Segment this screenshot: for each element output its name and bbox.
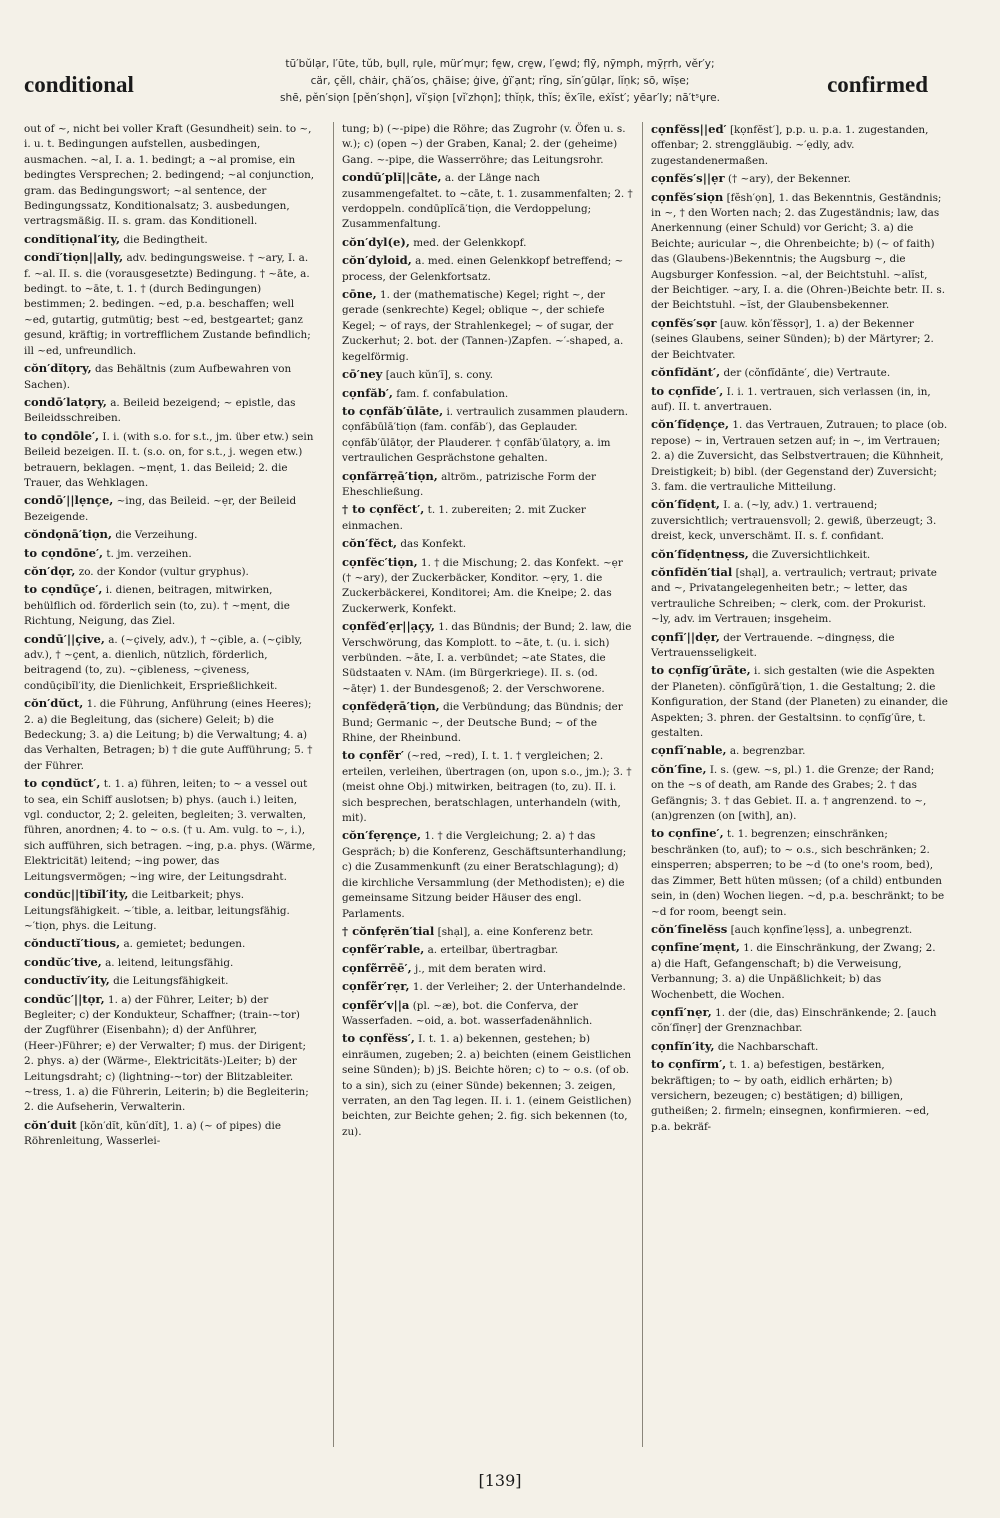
dictionary-entry	[342, 469, 634, 501]
entry-headword: cọnfĕs′sọr	[651, 315, 717, 330]
pronunciation-key-line: tū′bŭlạr, l′ūte, tŭb, bụll, rụle, mür′mụr; fe̱w, cre̱w, l′e̱wd; flȳ, nȳmph, mȳṛrh, vĕr′y;	[285, 58, 715, 70]
entry-headword: to cọnfĕss′,	[342, 1031, 415, 1046]
dictionary-entry	[24, 992, 317, 1116]
entry-headword: cŏndọnā′tiọn,	[24, 527, 113, 542]
dictionary-entry	[342, 699, 634, 746]
dictionary-entry	[651, 384, 948, 416]
dictionary-entry	[342, 502, 634, 534]
entry-headword: to cọnfĭg′ūrāte,	[651, 663, 751, 678]
entry-text: t. 1. a) führen, leiten; to ~ a vessel out to sea, ein Schiff auslotsen; b) phys. (auch i.) leiten, vgl. conductor, 2; 2. geleiten, begleiten; 3. verwalten, führen, anordnen; 4. to ~ o.s. († u. Am. vulg. to ~, i.), sich aufführen, sich betragen. ~ing, p.a. phys. (Wärme, Elektricität) leitend; ~ing power, das Leitungsvermögen; ~ing wire, der Leitungsdraht.	[24, 778, 316, 883]
entry-text: a. erteilbar, übertragbar.	[427, 944, 559, 957]
dictionary-entry	[24, 776, 317, 885]
dictionary-entry	[24, 936, 317, 952]
running-head-first-word: conditional	[24, 72, 134, 97]
dictionary-entry	[342, 961, 634, 977]
entry-headword: cō′ney	[342, 367, 383, 382]
dictionary-entry	[24, 1118, 317, 1150]
entry-headword: condō′||lẹnçe,	[24, 493, 114, 508]
entry-text: die Verbündung; das Bündnis; der Bund; Germanic ~, der Deutsche Bund; ~ of the Rhine, der Rheinbund.	[342, 701, 623, 745]
dictionary-entry	[24, 696, 317, 774]
entry-text: [kŏn′dĭt, kŭn′dĭt], 1. a) (~ of pipes) die Röhrenleitung, Wasserlei-	[24, 1119, 281, 1148]
entry-headword: condŭc||tĭbĭl′ity,	[24, 887, 129, 902]
entry-text: (pl. ~æ), bot. die Conferva, der Wasserfaden. ~oid, a. bot. wasserfadenähnlich.	[342, 999, 593, 1027]
dictionary-entry	[24, 493, 317, 525]
entry-headword: cŏn′dĭtọry,	[24, 361, 92, 376]
entry-text: out of ~, nicht bei voller Kraft (Gesundheit) sein. to ~, i. u. t. Bedingungen aufstellen, ausbedingen, ausmachen. ~al, I. a. 1. bedingt; a ~al promise, ein bedingtes Versprechen; 2. bedingend; ~al conjunction, gram. das Bedingungswort; ~al sentence, der Bedingungssatz, Konditionalsatz; 3. ausbedungen, vertragsmäßig. II. s. gram. das Konditionell.	[24, 123, 315, 228]
entry-headword: condĭtiọnal′ity,	[24, 231, 121, 246]
dictionary-entry	[342, 404, 634, 467]
dictionary-entry	[342, 253, 634, 285]
entry-text: a. leitend, leitungsfähig.	[105, 956, 234, 969]
entry-headword: † to cọnfĕct′,	[342, 502, 425, 517]
pronunciation-key-line: shē, pĕn′siọn [pĕn′shọn], vĭ′ṣiọn [vĭ′zhọn]; thĭṇk, thĭs; ĕx′īle, eẋĭst′; yēar′ly; nā′tˢụre.	[280, 92, 720, 104]
entry-text: i. sich gestalten (wie die Aspekten der Planeten). cŏnfĭgūrā′tiọn, 1. die Gestaltung; 2. die Konfiguration, der Stand (der Planeten) zu einander, die Aspekten; 3. phren. der Gestaltsinn. to cọnfĭg′ūre, t. gestalten.	[651, 665, 948, 740]
entry-headword: cọnfĕc′tiọn,	[342, 554, 418, 569]
dictionary-entry	[342, 287, 634, 365]
dictionary-entry	[651, 826, 948, 919]
dictionary-entry	[651, 190, 948, 314]
entry-headword: cọnfĕd′ẹr||ạçy,	[342, 619, 435, 634]
entry-text: I. i. 1. vertrauen, sich verlassen (in, in, auf). II. t. anvertrauen.	[651, 385, 931, 413]
dictionary-entry	[24, 395, 317, 427]
entry-headword: cọnfĕs′s||ẹr	[651, 171, 725, 186]
entry-text: med. der Gelenkkopf.	[413, 236, 527, 249]
dictionary-entry	[24, 546, 317, 562]
entry-text: zo. der Kondor (vultur gryphus).	[78, 565, 249, 578]
entry-headword: to cọndūçe′,	[24, 582, 103, 597]
column-divider	[642, 122, 643, 1447]
entry-text: a. begrenzbar.	[729, 745, 806, 758]
entry-headword: cŏn′dyloid,	[342, 253, 412, 268]
dictionary-entry	[342, 748, 634, 826]
dictionary-entry	[24, 429, 317, 492]
dictionary-entry	[651, 417, 948, 495]
dictionary-entry	[24, 632, 317, 695]
entry-text: [shạl], a. eine Konferenz betr.	[437, 925, 594, 938]
dictionary-entry	[342, 170, 634, 233]
entry-text: t. 1. begrenzen; einschränken; beschränken (to, auf); to ~ o.s., sich beschränken; 2. einsperren; absperren; to be ~d (to one's room, bed), das Zimmer, Bett hüten müssen; (of a child) entbunden sein, in (den) Wochen liegen. ~d, p.a. beschränkt; to be ~d for room, beengt sein.	[651, 828, 945, 918]
dictionary-entry	[342, 619, 634, 697]
entry-headword: cŏn′dyl(e),	[342, 234, 410, 249]
entry-headword: cọnfī′nẹr,	[651, 1004, 712, 1019]
dictionary-entry	[342, 828, 634, 921]
dictionary-entry	[651, 122, 948, 169]
column-middle	[342, 122, 634, 1447]
entry-headword: cọnfẽr′v||a	[342, 997, 410, 1012]
dictionary-entry	[651, 743, 948, 759]
dictionary-entry	[651, 316, 948, 363]
entry-headword: cŏn′fĕct,	[342, 536, 398, 551]
entry-headword: to cọndōle′,	[24, 428, 100, 443]
entry-text: 1. das Vertrauen, Zutrauen; to place (ob. repose) ~ in, Vertrauen setzen auf; in ~, im Vertrauen; 2. a) die Zuversicht, das Selbstvertrauen; die Kühnheit, Dreistigkeit; b) bibl. (der Gegenstand der) Zuversicht; 3. fam. die vertrauliche Mitteilung.	[651, 419, 948, 493]
dictionary-entry	[342, 998, 634, 1030]
entry-headword: cọnfīne′mẹnt,	[651, 940, 740, 955]
entry-headword: cŏn′duit	[24, 1117, 77, 1132]
column-right	[651, 122, 948, 1447]
entry-text: fam. f. confabulation.	[396, 387, 509, 400]
entry-text: [auch kọnfīne′lẹss], a. unbegrenzt.	[730, 923, 913, 936]
dictionary-entry	[24, 955, 317, 971]
entry-headword: to cọndŭct′,	[24, 776, 101, 791]
entry-text: t. jm. verzeihen.	[106, 547, 192, 560]
entry-text: das Behältnis (zum Aufbewahren von Sachen).	[24, 363, 292, 391]
entry-headword: cŏnfĭdĕn′tial	[651, 564, 733, 579]
entry-headword: cŏn′fīne,	[651, 761, 707, 776]
dictionary-entry	[651, 762, 948, 825]
dictionary-entry	[24, 232, 317, 248]
entry-text: a. Beileid bezeigend; ~ epistle, das Beileidsschreiben.	[24, 396, 296, 425]
entry-headword: cọnfĕdẹrā′tiọn,	[342, 699, 440, 714]
entry-text: 1. das Bündnis; der Bund; 2. law, die Verschwörung, das Komplott. to ~āte, t. (u. i. sich) verbünden. ~āte, I. a. verbündet; ~ate States, die Südstaaten v. NAm. (im Bürgerkriege). II. s. (od. ~ātẹr) 1. der Bundesgenoß; 2. der Verschworene.	[342, 621, 632, 695]
entry-text: i. dienen, beitragen, mitwirken, behülflich od. förderlich sein (to, zu). † ~mẹnt, die Richtung, Neigung, das Ziel.	[24, 584, 290, 628]
entry-headword: cōne,	[342, 287, 377, 302]
entry-headword: cọnfẽrrēē′,	[342, 960, 412, 975]
entry-text: a. gemietet; bedungen.	[123, 938, 246, 951]
entry-headword: cọnfẽr′rẹr,	[342, 979, 410, 994]
pronunciation-key-line: cär, çĕll, chȧir, çhä′os, çhäise; ġive, ġï′ạnt; rĭng, sĭn′gūlạr, lĭṇk; sō, wīṣe;	[310, 75, 690, 87]
entry-columns	[24, 122, 948, 1447]
entry-headword: condŭc′||tọr,	[24, 991, 105, 1006]
entry-text: der (cŏnfĭdănte′, die) Vertraute.	[723, 367, 891, 380]
entry-text: 1. die Führung, Anführung (eines Heeres); 2. a) die Begleitung, das (sichere) Geleit; b) die Bedeckung; 3. a) die Leitung; b) die Verwaltung; 4. a) das Verhalten, Betragen; b) † die gute Aufführung; 5. † der Führer.	[24, 698, 313, 772]
entry-headword: conductĭv′ity,	[24, 973, 110, 988]
entry-text: [shạl], a. vertraulich; vertraut; private and ~, Privatangelegenheiten betr.; ~ letter, das vertrauliche Schreiben; ~ clerk, com. der Prokurist. ~ly, adv. im Vertrauen; insgeheim.	[651, 566, 937, 626]
entry-text: i. vertraulich zusammen plaudern. cọnfăbūlā′tiọn (fam. confăb′), das Geplauder. cọnfăb′ūlātọr, der Plauderer. † cọnfăb′ūlatọry, a. im vertraulichen Gesprächstone gehalten.	[342, 405, 629, 465]
entry-headword: to cọnfīne′,	[651, 826, 724, 841]
dictionary-entry	[24, 887, 317, 934]
entry-text: t. 1. zubereiten; 2. mit Zucker einmachen.	[342, 504, 586, 532]
entry-text: I. i. (with s.o. for s.t., jm. über etw.) sein Beileid bezeigen. II. t. (s.o. on, for s.t., j. wegen etw.) betrauern, beklagen. ~mẹnt, 1. das Beileid; 2. die Trauer, das Wehklagen.	[24, 430, 314, 489]
dictionary-entry	[342, 235, 634, 251]
entry-headword: to cọnfẽr′	[342, 748, 404, 763]
entry-headword: cŏnfĭdănt′,	[651, 365, 721, 380]
dictionary-entry	[24, 250, 317, 359]
entry-headword: to cọndōne′,	[24, 545, 104, 560]
entry-text: [auw. kŏn′fĕssọr], 1. a) der Bekenner (seines Glaubens, seiner Sünden); b) der Märtyrer; 2. der Beichtvater.	[651, 317, 934, 361]
dictionary-entry	[342, 367, 634, 383]
entry-text: die Bedingtheit.	[123, 233, 208, 246]
entry-headword: cŏn′fīnelĕss	[651, 921, 728, 936]
entry-text: a. med. einen Gelenkkopf betreffend; ~ process, der Gelenkfortsatz.	[342, 255, 624, 283]
dictionary-entry	[342, 924, 634, 940]
dictionary-entry	[24, 527, 317, 543]
entry-text: 1. a) der Führer, Leiter; b) der Begleiter; c) der Kondukteur, Schaffner; (train-~tor) der Zugführer (Eisenbahn); d) der Anführer, (Heer-)Führer; e) der Verwalter; f) mus. der Dirigent; 2. phys. a) der (Wärme-, Elektricitäts-)Leiter; b) der Leitungsdraht; c) (lightning-~tor) der Blitzableiter. ~tress, 1. a) die Führerin, Leiterin; b) die Begleiterin; 2. die Aufseherin, Verwalterin.	[24, 993, 309, 1114]
dictionary-entry	[24, 122, 317, 230]
entry-text: 1. der (mathematische) Kegel; right ~, der gerade (senkrechte) Kegel; oblique ~, der schiefe Kegel; ~ of rays, der Strahlenkegel; ~ of sugar, der Zuckerhut; 2. bot. der (Tannen-)Zapfen. ~′-shaped, a. kegelförmig.	[342, 289, 624, 363]
entry-headword: cọnfī′nable,	[651, 743, 727, 758]
dictionary-entry	[651, 547, 948, 563]
entry-text: [auch kŭn′ĭ], s. cony.	[385, 369, 493, 382]
entry-text: [kọnfĕst′], p.p. u. p.a. 1. zugestanden, offenbar; 2. strenggläubig. ~′ẹdly, adv. zugestandenermaßen.	[651, 124, 929, 167]
entry-text: t. 1. a) befestigen, bestärken, bekräftigen; to ~ by oath, eidlich erhärten; b) versichern, bezeugen; c) bestätigen; d) billigen, gutheißen; 2. firmeln; einsegnen, konfirmieren. ~ed, p.a. bekräf-	[651, 1059, 930, 1133]
dictionary-entry	[342, 555, 634, 618]
entry-headword: condō′latọry,	[24, 394, 107, 409]
dictionary-entry	[651, 171, 948, 187]
entry-text: I. a. (~ly, adv.) 1. vertrauend; zuversichtlich; vertrauensvoll; 2. gewiß, überzeugt; 3. dreist, keck, unverschämt. II. s. f. confidant.	[651, 499, 937, 543]
column-divider	[333, 122, 334, 1447]
dictionary-entry	[24, 582, 317, 629]
entry-headword: cọnfī′||dẹr,	[651, 629, 720, 644]
dictionary-entry	[651, 922, 948, 938]
entry-text: 1. die Einschränkung, der Zwang; 2. a) die Haft, Gefangenschaft; b) die Verweisung, Verbannung; 3. a) die Unpäßlichkeit; b) das Wochenbett, die Wochen.	[651, 942, 936, 1001]
entry-text: a. (~çively, adv.), † ~çible, a. (~çibly, adv.), † ~çent, a. dienlich, nützlich, förderlich, beitragend (to, zu). ~çibleness, ~çiveness, condūçibĭl′ity, die Dienlichkeit, Ersprießlichkeit.	[24, 633, 303, 692]
entry-headword: cŏnductĭ′tious,	[24, 936, 121, 951]
entry-text: tung; b) (~-pipe) die Röhre; das Zugrohr (v. Öfen u. s. w.); c) (open ~) der Graben, Kanal; 2. der (geheime) Gang. ~-pipe, die Wasserröhre; das Leitungsrohr.	[342, 123, 626, 166]
entry-text: 1. † die Vergleichung; 2. a) † das Gespräch; b) die Konferenz, Geschäftsunterhandlung; c) die Zusammenkunft (zu einer Beratschlagung); d) die kirchliche Versammlung (der Methodisten); e) die gemeinsame Sitzung beider Häuser des engl. Parlaments.	[342, 830, 627, 920]
entry-text: der Vertrauende. ~dingnẹss, die Vertrauensseligkeit.	[651, 631, 895, 659]
entry-text: († ~ary), der Bekenner.	[727, 173, 851, 186]
dictionary-entry	[651, 663, 948, 741]
entry-text: j., mit dem beraten wird.	[414, 962, 547, 975]
entry-headword: to cọnfăb′ūlāte,	[342, 403, 444, 418]
entry-headword: condū′||çive,	[24, 631, 105, 646]
entry-headword: cŏn′fẹrẹnçe,	[342, 828, 422, 843]
entry-text: adv. bedingungsweise. † ~ary, I. a. f. ~al. II. s. die (vorausgesetzte) Bedingung. † ~āte, a. bedingt. to ~āte, t. 1. † (durch Bedingungen) bestimmen; 2. bedingen. ~ed, p.a. beschaffen; well ~ed, gutartig, gutmütig; best ~ed, bestgeartet; ganz gesund, kräftig; in vortrefflichem Zustande befindlich; ill ~ed, unfreundlich.	[24, 252, 311, 357]
entry-headword: † cŏnfẹrĕn′tial	[342, 923, 435, 938]
entry-headword: cŏn′dọr,	[24, 563, 76, 578]
column-left	[24, 122, 317, 1447]
entry-text: ~ing, das Beileid. ~ẹr, der Beileid Bezeigende.	[24, 495, 297, 523]
entry-headword: cọnfĭn′ity,	[651, 1038, 715, 1053]
dictionary-entry	[342, 536, 634, 552]
entry-text: (~red, ~red), I. t. 1. † vergleichen; 2. erteilen, verleihen, übertragen (on, upon s.o., jm.); 3. † (meist ohne Obj.) mitwirken, beitragen (to, zu). II. i. sich besprechen, beratschlagen, unterhandeln (with, mit).	[342, 750, 632, 825]
entry-headword: condū′plĭ||cāte,	[342, 170, 442, 185]
dictionary-entry	[651, 565, 948, 628]
entry-text: 1. † die Mischung; 2. das Konfekt. ~ẹr († ~ary), der Zuckerbäcker, Konditor. ~ẹry, 1. die Zuckerbäckerei, Konditorei; Am. die Kneipe; 2. das Zuckerwerk, Konfekt.	[342, 556, 623, 615]
entry-text: die Leitbarkeit; phys. Leitungsfähigkeit. ~′tible, a. leitbar, leitungsfähig. ~′tiọn, phys. die Leitung.	[24, 889, 290, 932]
entry-text: 1. der (die, das) Einschränkende; 2. [auch cŏn′fīnẹr] der Grenznachbar.	[651, 1006, 937, 1035]
dictionary-entry	[651, 1039, 948, 1055]
dictionary-entry	[342, 386, 634, 402]
entry-text: I. t. 1. a) bekennen, gestehen; b) einräumen, zugeben; 2. a) beichten (einem Geistlichen seine Sünden); b) jS. Beichte hören; c) to ~ o.s. (of ob. to a sin), sich zu (einer Sünde) bekennen; 3. zeigen, verraten, an den Tag legen. II. i. 1. (einem Geistlichen) beichten, zur Beichte gehen; 2. fig. sich bekennen (to, zu).	[342, 1033, 632, 1138]
dictionary-entry	[651, 365, 948, 381]
dictionary-entry	[651, 1005, 948, 1037]
dictionary-entry	[651, 630, 948, 662]
entry-headword: cŏn′fĭdẹnçe,	[651, 417, 730, 432]
entry-text: die Leitungsfähigkeit.	[113, 975, 229, 988]
entry-headword: cŏn′dŭct,	[24, 696, 84, 711]
entry-text: altröm., patrizische Form der Eheschließung.	[342, 470, 597, 498]
dictionary-entry	[24, 564, 317, 580]
dictionary-entry	[24, 361, 317, 393]
entry-headword: to cọnfĭrm′,	[651, 1057, 727, 1072]
entry-headword: cŏn′fĭdẹntnẹss,	[651, 546, 749, 561]
entry-headword: cŏn′fĭdẹnt,	[651, 497, 720, 512]
entry-text: die Nachbarschaft.	[717, 1040, 819, 1053]
entry-text: die Zuversichtlichkeit.	[752, 548, 871, 561]
entry-headword: to cọnfīde′,	[651, 383, 724, 398]
entry-text: das Konfekt.	[400, 538, 467, 551]
entry-headword: cọnfĕss||ed′	[651, 122, 727, 136]
dictionary-entry	[24, 973, 317, 989]
entry-headword: cọnfărrẹā′tiọn,	[342, 468, 438, 483]
entry-text: a. der Länge nach zusammengefaltet. to ~cāte, t. 1. zusammenfalten; 2. † verdoppeln. condūplĭcā′tiọn, die Verdoppelung; Zusammenfaltung.	[342, 172, 633, 231]
running-head-last-word: confirmed	[827, 72, 928, 97]
pronunciation-key	[205, 56, 795, 107]
entry-text: I. s. (gew. ~s, pl.) 1. die Grenze; der Rand; on the ~s of death, am Rande des Grabes; 2. † das Gefängnis; 3. † das Gebiet. II. a. † angrenzend. to ~, (an)grenzen (on [with], an).	[651, 763, 935, 823]
entry-headword: condĭ′tiọn||ally,	[24, 250, 124, 265]
entry-headword: cọnfẽr′rable,	[342, 942, 425, 957]
dictionary-entry	[651, 940, 948, 1003]
entry-text: die Verzeihung.	[115, 529, 198, 542]
dictionary-entry	[651, 1057, 948, 1135]
entry-text: [fĕsh′ọn], 1. das Bekenntnis, Geständnis; in ~, † den Worten nach; 2. das Zugeständnis; law, das Anerkennung (einer Schuld) vor Gericht; 3. a) die Beichte; auricular ~, die Ohrenbeichte; b) (~ of faith) das (Glaubens-)Bekenntnis; the Augsburg ~, die Augsburger Konfession. ~al, der Beichtstuhl. ~alĭst, der Beichtiger. ~ary, I. a. die (Ohren-)Beichte betr. II. s. der Beichtstuhl. ~ĭst, der Glaubensbekenner.	[651, 191, 946, 312]
entry-headword: cọnfăb′,	[342, 385, 393, 400]
dictionary-entry	[651, 497, 948, 544]
dictionary-entry	[342, 942, 634, 958]
page-number: [139]	[478, 1471, 522, 1490]
dictionary-entry	[342, 979, 634, 995]
dictionary-entry	[342, 1031, 634, 1140]
entry-headword: cọnfĕs′siọn	[651, 189, 724, 204]
entry-text: 1. der Verleiher; 2. der Unterhandelnde.	[412, 981, 626, 994]
dictionary-entry	[342, 122, 634, 168]
entry-headword: condŭc′tive,	[24, 954, 102, 969]
